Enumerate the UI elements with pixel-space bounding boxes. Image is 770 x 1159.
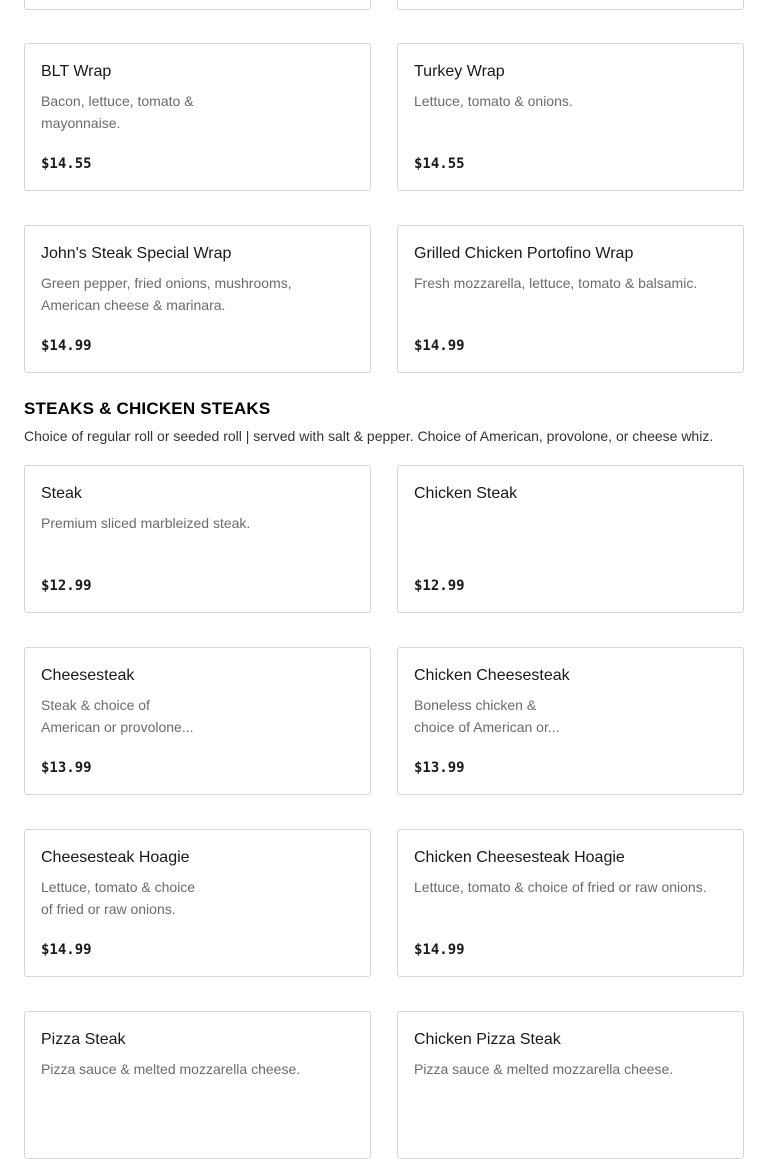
menu-item-description: Steak & choice of American or provolone... (41, 697, 194, 735)
menu-item-card-chicken-pizza-steak[interactable] (397, 1011, 744, 1159)
menu-item-description: Bacon, lettuce, tomato & mayonnaise. (41, 93, 194, 131)
section-description: Choice of regular roll or seeded roll | served with salt & pepper. Choice of American, provolone, or cheese whiz. (24, 428, 714, 444)
menu-item-name: Cheesesteak (41, 667, 135, 684)
menu-item-name: Steak (41, 485, 82, 502)
menu-item-price: $14.55 (414, 156, 465, 172)
menu-item-price: $14.55 (41, 156, 92, 172)
menu-item-description: Green pepper, fried onions, mushrooms, American cheese & marinara. (41, 275, 292, 313)
menu-item-name: John's Steak Special Wrap (41, 245, 232, 262)
menu-item-description: Lettuce, tomato & choice of fried or raw onions. (41, 879, 196, 917)
menu-item-card-johns-steak-special-wrap[interactable] (24, 225, 371, 373)
menu-item-card-blt-wrap[interactable] (24, 43, 371, 191)
menu-item-price: $14.99 (414, 942, 465, 958)
menu-item-name: Grilled Chicken Portofino Wrap (414, 245, 634, 262)
menu-item-name: Chicken Pizza Steak (414, 1031, 561, 1048)
menu-item-price: $14.99 (41, 338, 92, 354)
menu-item-description: Fresh mozzarella, lettuce, tomato & balsamic. (414, 275, 698, 291)
menu-item-name: Cheesesteak Hoagie (41, 849, 190, 866)
menu-item-card-chicken-cheesesteak-hoagie[interactable] (397, 829, 744, 977)
menu-item-name: Chicken Cheesesteak Hoagie (414, 849, 625, 866)
menu-item-description: Lettuce, tomato & onions. (414, 93, 573, 109)
menu-item-description: Pizza sauce & melted mozzarella cheese. (41, 1061, 301, 1077)
section-title: STEAKS & CHICKEN STEAKS (24, 399, 271, 418)
menu-item-price: $13.99 (414, 760, 465, 776)
menu-item-card-steak[interactable] (24, 465, 371, 613)
menu-item-description: Lettuce, tomato & choice of fried or raw onions. (414, 879, 707, 895)
menu-item-card-grilled-chicken-portofino-wrap[interactable] (397, 225, 744, 373)
menu-item-card-pizza-steak[interactable] (24, 1011, 371, 1159)
menu-item-card[interactable] (397, 0, 744, 10)
menu-item-card-cheesesteak[interactable] (24, 647, 371, 795)
menu-item-name: BLT Wrap (41, 63, 112, 80)
menu-item-price: $14.99 (414, 338, 465, 354)
menu-item-price: $13.99 (41, 760, 92, 776)
menu-item-description: Pizza sauce & melted mozzarella cheese. (414, 1061, 674, 1077)
menu-item-card-chicken-cheesesteak[interactable] (397, 647, 744, 795)
menu-item-name: Chicken Steak (414, 485, 518, 502)
menu-item-card[interactable] (24, 0, 371, 10)
menu-item-price: $12.99 (414, 578, 465, 594)
menu-item-card-cheesesteak-hoagie[interactable] (24, 829, 371, 977)
menu-item-name: Turkey Wrap (414, 63, 505, 80)
menu-item-price: $12.99 (41, 578, 92, 594)
menu-item-card-turkey-wrap[interactable] (397, 43, 744, 191)
menu-item-name: Pizza Steak (41, 1031, 126, 1048)
menu-item-price: $14.99 (41, 942, 92, 958)
menu-item-description: Premium sliced marbleized steak. (41, 515, 251, 531)
menu-item-card-chicken-steak[interactable] (397, 465, 744, 613)
menu-item-name: Chicken Cheesesteak (414, 667, 570, 684)
menu-item-description: Boneless chicken & choice of American or... (414, 697, 560, 735)
